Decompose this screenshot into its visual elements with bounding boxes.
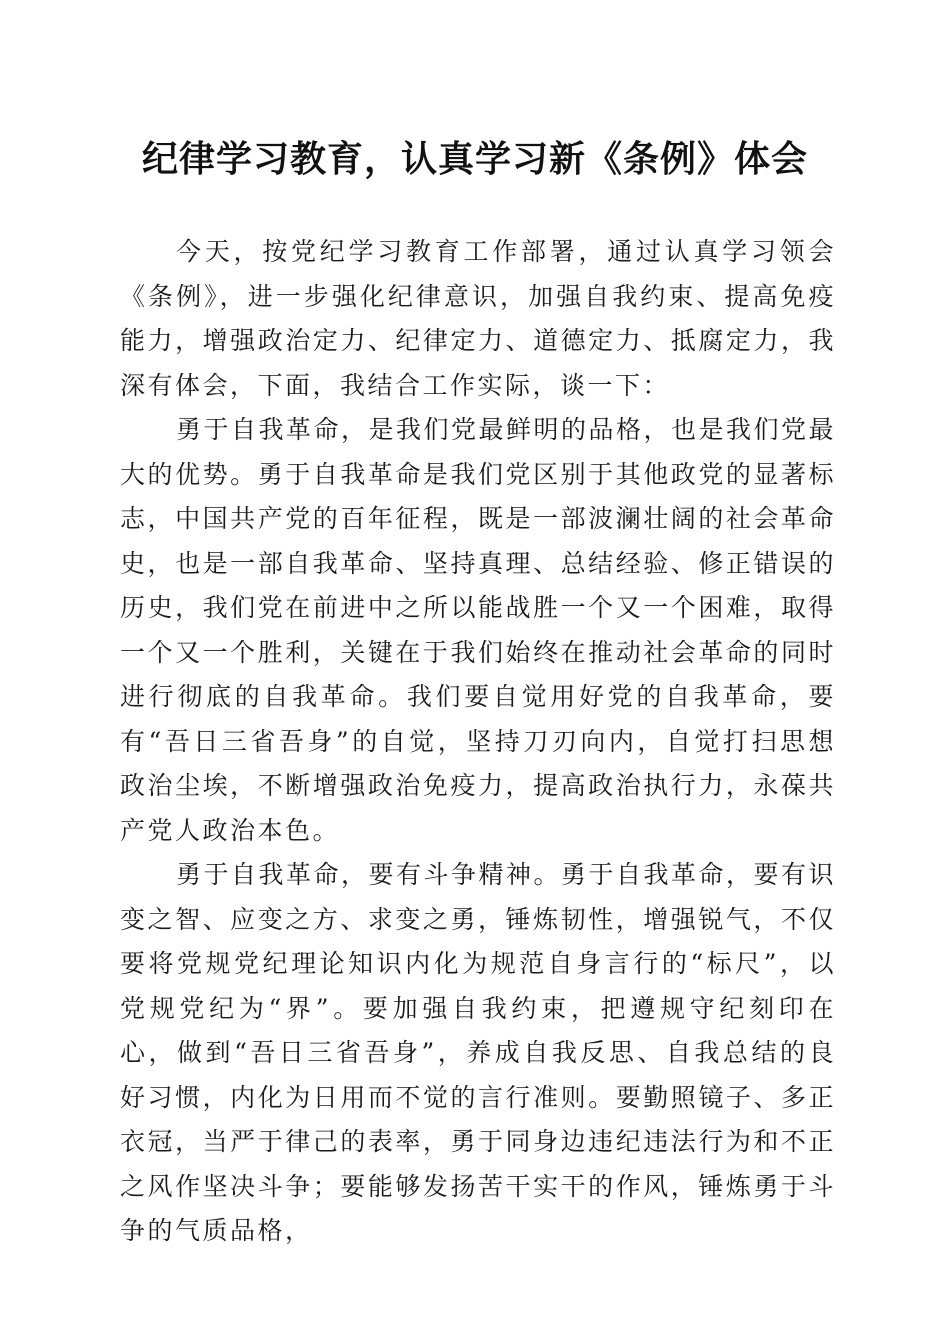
document-title: 纪律学习教育，认真学习新《条例》体会	[141, 139, 808, 180]
paragraph-self-revolution: 勇于自我革命，是我们党最鲜明的品格，也是我们党最大的优势。勇于自我革命是我们党区别于其他政党的显著标志，中国共产党的百年征程，既是一部波澜壮阔的社会革命史，也是一部自我革命、坚持真理、总结经验、修正错误的历史，我们党在前进中之所以能战胜一个又一个困难，取得一个又一个胜利，关键在于我们始终在推动社会革命的同时进行彻底的自我革命。我们要自觉用好党的自我革命，要有“吾日三省吾身”的自觉，坚持刀刃向内，自觉打扫思想政治尘埃，不断增强政治免疫力，提高政治执行力，永葆共产党人政治本色。	[120, 415, 837, 845]
document-body	[120, 230, 836, 1254]
paragraph-struggle-spirit: 勇于自我革命，要有斗争精神。勇于自我革命，要有识变之智、应变之方、求变之勇，锤炼韧性，增强锐气，不仅要将党规党纪理论知识内化为规范自身言行的“标尺”，以党规党纪为“界”。要加强自我约束，把遵规守纪刻印在心，做到“吾日三省吾身”，养成自我反思、自我总结的良好习惯，内化为日用而不觉的言行准则。要勤照镜子、多正衣冠，当严于律己的表率，勇于同身边违纪违法行为和不正之风作坚决斗争；要能够发扬苦干实干的作风，锤炼勇于斗争的气质品格，	[120, 860, 837, 1245]
paragraph-intro: 今天，按党纪学习教育工作部署，通过认真学习领会《条例》，进一步强化纪律意识，加强自我约束、提高免疫能力，增强政治定力、纪律定力、道德定力、抵腐定力，我深有体会，下面，我结合工作实际，谈一下：	[120, 237, 836, 400]
